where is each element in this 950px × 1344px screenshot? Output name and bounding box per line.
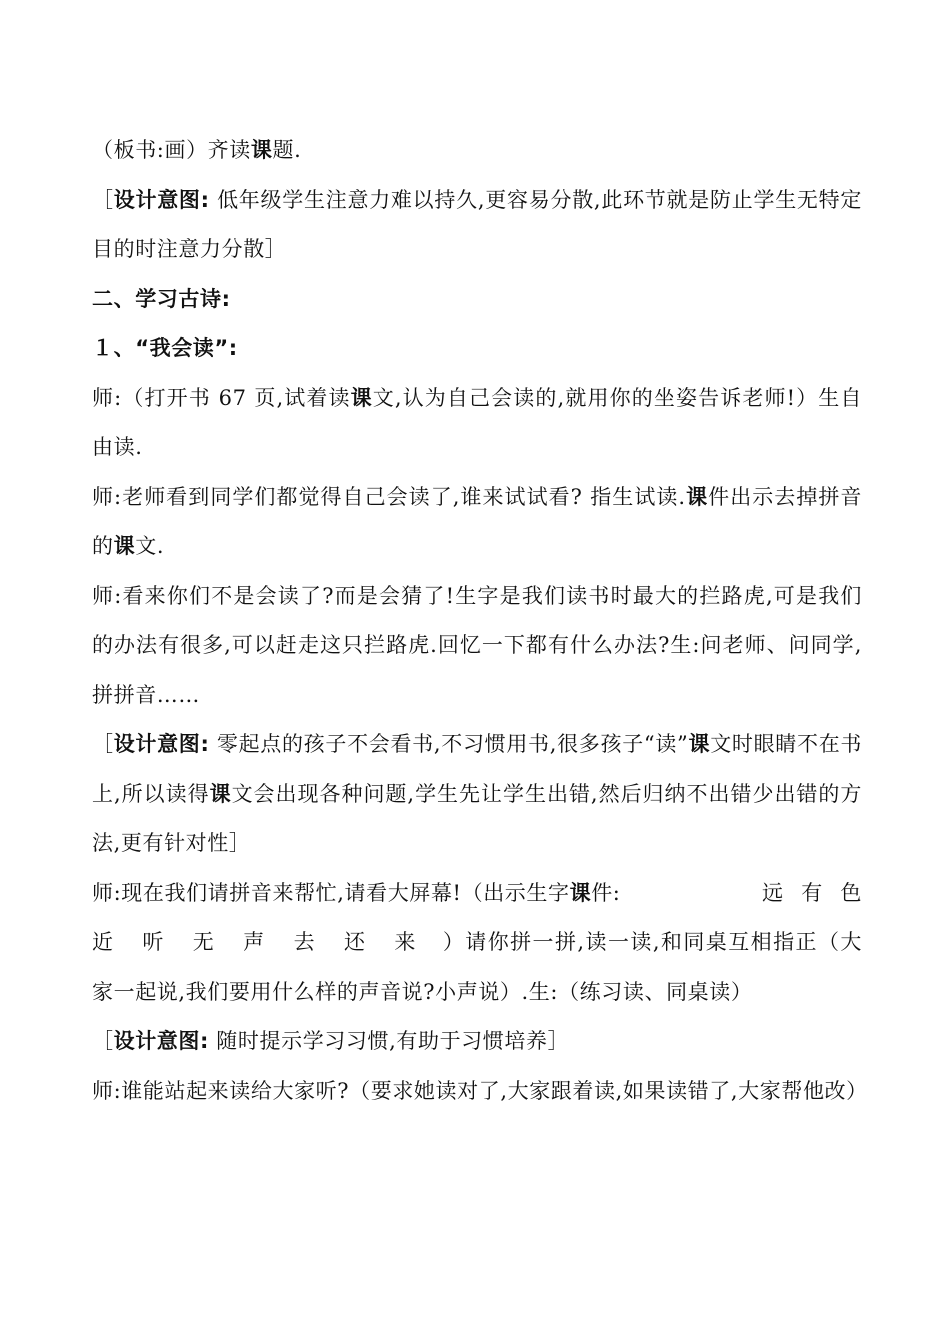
paragraph-read-aloud: 师:谁能站起来读给大家听?（要求她读对了,大家跟着读,如果读错了,大家帮他改） xyxy=(92,1078,868,1103)
design-note-2: ［设计意图: 零起点的孩子不会看书,不习惯用书,很多孩子“读”课文时眼睛不在书上,所以读得课文会出现各种问题,学生先让学生出错,然后归纳不出错少出错的方法,更有针对性］ xyxy=(92,732,862,855)
paragraph-blackboard: （板书:画）齐读课题. xyxy=(92,138,302,162)
section-heading: 二、学习古诗: xyxy=(92,286,231,311)
design-note-label: 设计意图: xyxy=(113,187,210,212)
subsection-heading: １、“我会读”: xyxy=(92,336,238,360)
character-list-2: 近 听 无 声 去 还 来 xyxy=(92,930,416,954)
document-page xyxy=(92,126,868,1116)
design-note-3: ［设计意图: 随时提示学习习惯,有助于习惯培养］ xyxy=(92,1029,570,1053)
paragraph-open-book: 师:（打开书 67 页,试着读课文,认为自己会读的,就用你的坐姿告诉老师!）生自由读. xyxy=(92,385,862,459)
paragraph-try-read: 师:老师看到同学们都觉得自己会读了,谁来试试看? 指生试读.课件出示去掉拼音的课文. xyxy=(92,484,862,558)
design-note-label: 设计意图: xyxy=(113,732,210,756)
character-list-1: 远 有 色 xyxy=(762,880,862,905)
paragraph-guess: 师:看来你们不是会读了?而是会猜了!生字是我们读书时最大的拦路虎,可是我们的办法有很多,可以赶走这只拦路虎.回忆一下都有什么办法?生:问老师、问同学,拼拼音…… xyxy=(92,583,862,707)
paragraph-pinyin: 师:现在我们请拼音来帮忙,请看大屏幕!（出示生字课件: 远 有 色 近 听 无 声 去 还 来 ）请你拼一拼,读一读,和同桌互相指正（大家一起说,我们要用什么样的声音说?小声说）.生:（练习读、同桌读） xyxy=(92,869,862,1018)
design-note-1: ［设计意图: 低年级学生注意力难以持久,更容易分散,此环节就是防止学生无特定目的时注意力分散］ xyxy=(92,187,862,261)
design-note-label: 设计意图: xyxy=(113,1029,210,1053)
